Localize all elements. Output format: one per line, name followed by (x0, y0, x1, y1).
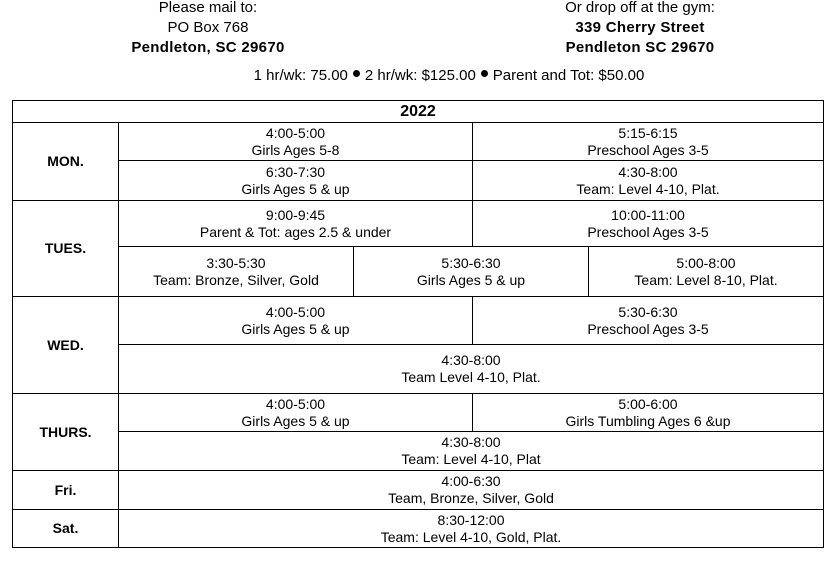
class-desc: Girls Ages 5 & up (416, 271, 526, 288)
class-cell (473, 123, 824, 161)
class-cell (589, 247, 824, 297)
price-1hr: 1 hr/wk: 75.00 (253, 67, 348, 84)
class-desc: Team: Bronze, Silver, Gold (153, 271, 319, 288)
class-desc: Girls Ages 5 & up (241, 180, 350, 197)
dropoff-address-block (540, 0, 740, 58)
day-label-fri: Fri. (13, 471, 119, 510)
mail-address-block (108, 0, 308, 58)
price-2hr: 2 hr/wk: $125.00 (364, 67, 476, 84)
table-row (13, 247, 824, 297)
day-label-wed: WED. (13, 297, 119, 394)
class-desc: Preschool Ages 3-5 (587, 320, 709, 337)
class-time: 4:30-8:00 (441, 434, 501, 450)
table-row (13, 471, 824, 510)
class-time: 4:00-6:30 (441, 473, 501, 489)
price-parent-tot: Parent and Tot: $50.00 (492, 67, 645, 84)
class-time: 5:15-6:15 (618, 124, 678, 141)
mail-heading: Please mail to: (158, 0, 258, 16)
table-row (13, 345, 824, 394)
class-desc: Team: Level 4-10, Gold, Plat. (380, 528, 562, 545)
class-desc: Girls Tumbling Ages 6 &up (565, 412, 731, 429)
mail-city: Pendleton, SC 29670 (131, 39, 285, 56)
mail-po-box: PO Box 768 (167, 19, 249, 36)
class-desc: Team Level 4-10, Plat. (401, 369, 541, 385)
price-line (0, 67, 831, 84)
class-time: 4:00-5:00 (265, 395, 326, 412)
class-time: 5:30-6:30 (618, 303, 678, 320)
class-desc: Parent & Tot: ages 2.5 & under (199, 223, 392, 240)
class-cell (119, 161, 473, 201)
class-cell (354, 247, 589, 297)
class-time: 9:00-9:45 (265, 206, 326, 223)
bullet-icon (353, 70, 360, 77)
class-time: 5:00-8:00 (676, 254, 736, 271)
class-cell (119, 471, 824, 510)
class-time: 5:00-6:00 (618, 395, 678, 412)
class-time: 10:00-11:00 (611, 206, 685, 223)
class-desc: Preschool Ages 3-5 (587, 223, 709, 240)
class-desc: Team: Level 8-10, Plat. (634, 271, 778, 288)
class-desc: Team: Level 4-10, Plat. (576, 180, 720, 197)
class-cell (473, 161, 824, 201)
table-row (13, 101, 824, 123)
table-row (13, 201, 824, 247)
day-label-mon: MON. (13, 123, 119, 201)
class-desc: Preschool Ages 3-5 (587, 141, 709, 158)
class-cell (473, 201, 824, 247)
class-time: 5:30-6:30 (441, 254, 501, 271)
table-row (13, 432, 824, 471)
class-cell (119, 247, 354, 297)
class-time: 8:30-12:00 (437, 511, 505, 528)
class-desc: Team, Bronze, Silver, Gold (388, 490, 554, 506)
table-row (13, 510, 824, 548)
dropoff-street: 339 Cherry Street (575, 19, 705, 36)
class-time: 4:30-8:00 (441, 352, 501, 368)
class-desc: Girls Ages 5 & up (241, 412, 350, 429)
bullet-icon (481, 70, 488, 77)
class-time: 4:00-5:00 (265, 303, 326, 320)
table-row (13, 394, 824, 432)
table-row (13, 161, 824, 201)
schedule-table (12, 100, 824, 548)
table-row (13, 297, 824, 345)
table-row (13, 123, 824, 161)
class-desc: Girls Ages 5 & up (241, 320, 350, 337)
dropoff-heading: Or drop off at the gym: (565, 0, 715, 16)
class-cell (119, 345, 824, 394)
class-cell (119, 394, 473, 432)
class-cell (119, 297, 473, 345)
day-label-sat: Sat. (13, 510, 119, 548)
class-time: 4:30-8:00 (618, 163, 678, 180)
class-desc: Girls Ages 5-8 (251, 141, 340, 158)
class-time: 3:30-5:30 (206, 254, 266, 271)
class-cell (119, 201, 473, 247)
class-cell (119, 510, 824, 548)
schedule-year: 2022 (13, 101, 824, 123)
class-cell (473, 297, 824, 345)
dropoff-city: Pendleton SC 29670 (565, 39, 715, 56)
class-time: 6:30-7:30 (265, 163, 326, 180)
class-desc: Team: Level 4-10, Plat (401, 451, 541, 467)
day-label-tues: TUES. (13, 201, 119, 297)
day-label-thurs: THURS. (13, 394, 119, 471)
class-cell (473, 394, 824, 432)
class-time: 4:00-5:00 (265, 124, 326, 141)
class-cell (119, 432, 824, 471)
class-cell (119, 123, 473, 161)
